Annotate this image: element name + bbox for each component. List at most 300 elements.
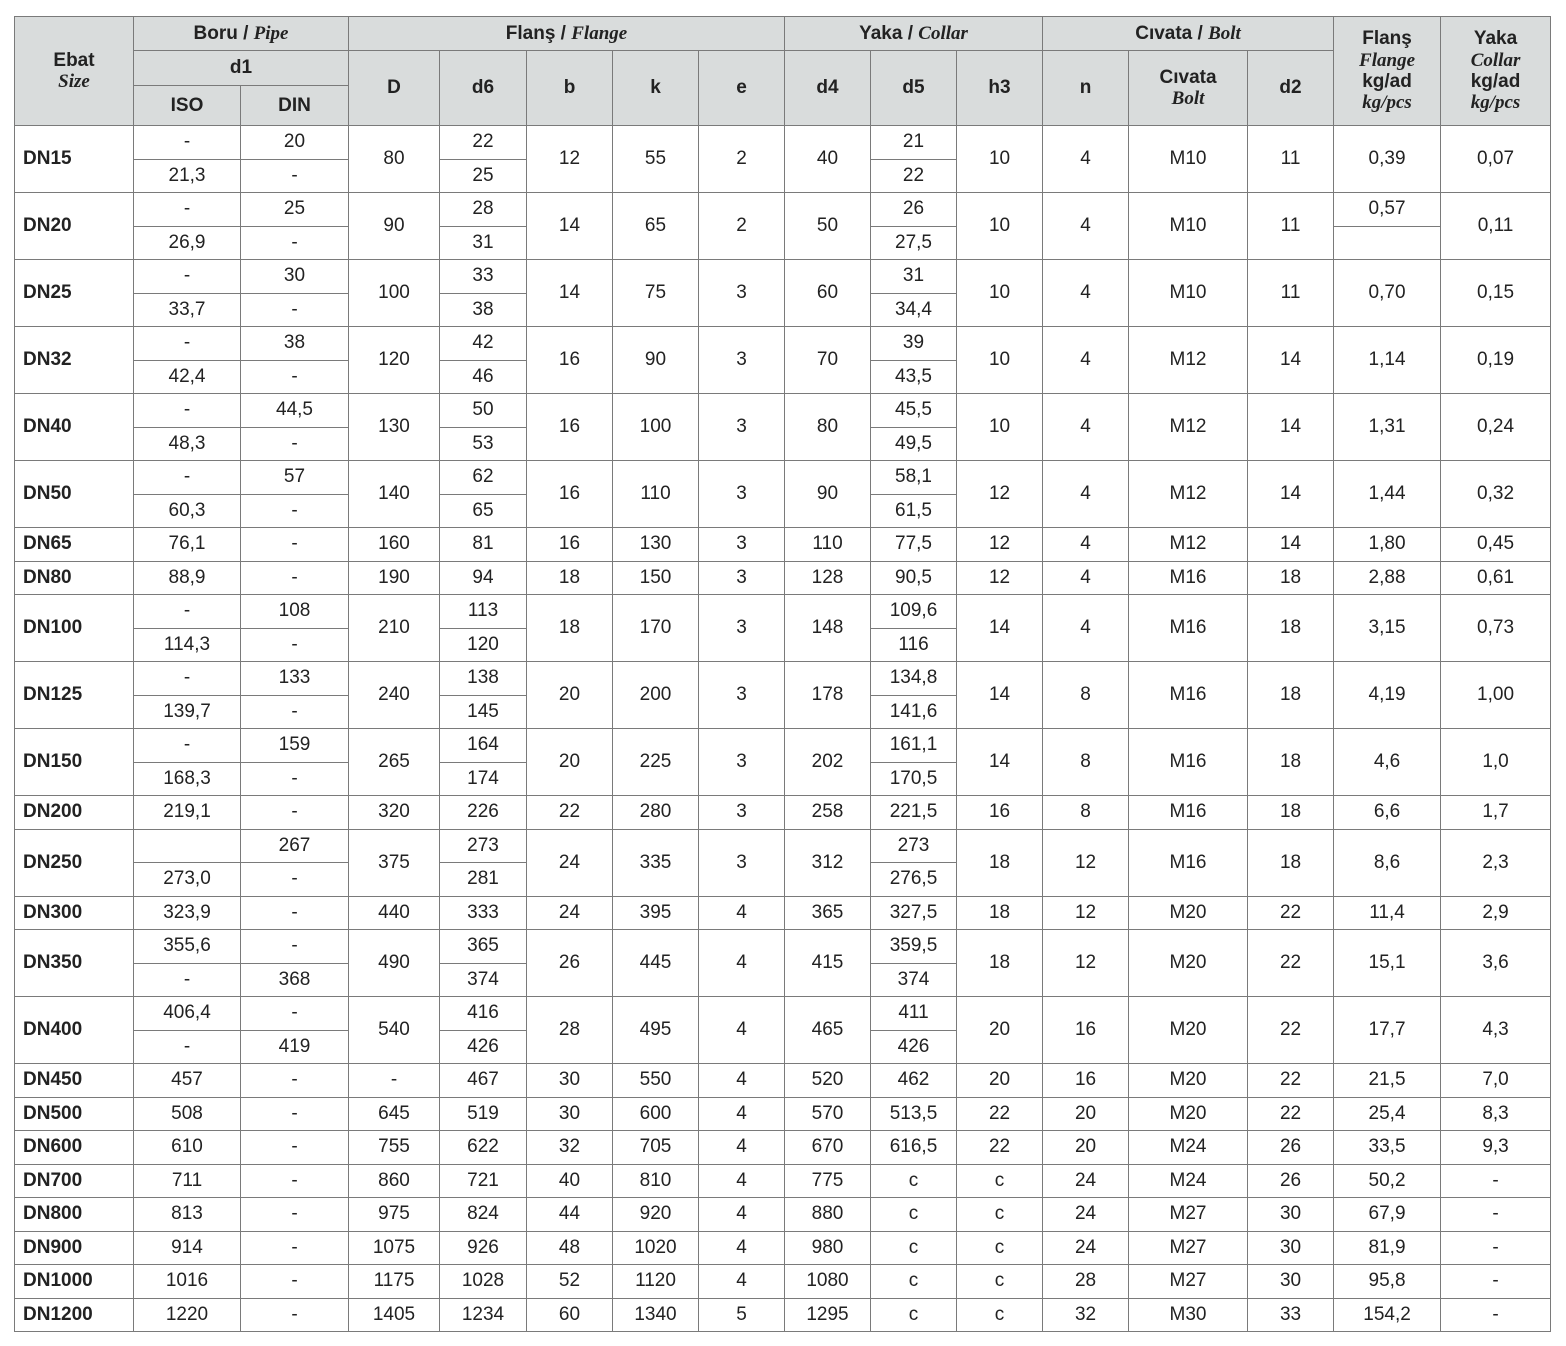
cell-din: - [241, 1231, 349, 1265]
cell-d4: 980 [785, 1231, 871, 1265]
table-row [15, 193, 1551, 227]
cell-wf: 1,31 [1334, 394, 1441, 461]
cell-size: DN65 [15, 528, 134, 562]
cell-din: - [241, 1064, 349, 1098]
col-header-d5: d5 [871, 51, 957, 126]
cell-d: 320 [349, 796, 440, 830]
flange-header-title: Flanş / [505, 22, 566, 44]
table-row [15, 729, 1551, 763]
cell-bolt: M16 [1129, 829, 1248, 896]
table-row [15, 997, 1551, 1031]
cell-wc: 2,3 [1441, 829, 1551, 896]
cell-d6: 81 [440, 528, 527, 562]
table-row [15, 1298, 1551, 1332]
cell-iso: - [134, 963, 241, 997]
cell-n: 12 [1043, 829, 1129, 896]
cell-din: - [241, 796, 349, 830]
cell-b: 20 [527, 662, 613, 729]
cell-bolt: M12 [1129, 327, 1248, 394]
cell-size: DN32 [15, 327, 134, 394]
cell-d5: 462 [871, 1064, 957, 1098]
collar-header-title: Yaka / [859, 22, 913, 44]
cell-wf: 11,4 [1334, 896, 1441, 930]
cell-d5: 77,5 [871, 528, 957, 562]
cell-size: DN800 [15, 1198, 134, 1232]
cell-d5: 39 [871, 327, 957, 361]
cell-bolt: M24 [1129, 1131, 1248, 1165]
cell-iso: 273,0 [134, 863, 241, 897]
cell-d2: 18 [1248, 796, 1334, 830]
cell-b: 26 [527, 930, 613, 997]
cell-e: 4 [699, 1131, 785, 1165]
cell-d4: 80 [785, 394, 871, 461]
cell-d4: 1295 [785, 1298, 871, 1332]
cell-e: 4 [699, 1231, 785, 1265]
cell-d5: 45,5 [871, 394, 957, 428]
cell-bolt: M16 [1129, 595, 1248, 662]
cell-iso: 21,3 [134, 159, 241, 193]
cell-size: DN700 [15, 1164, 134, 1198]
cell-d2: 22 [1248, 997, 1334, 1064]
cell-wf: 4,19 [1334, 662, 1441, 729]
cell-wc: - [1441, 1231, 1551, 1265]
cell-din: - [241, 494, 349, 528]
cell-e: 3 [699, 327, 785, 394]
cell-e: 3 [699, 729, 785, 796]
cell-din: 267 [241, 829, 349, 863]
cell-bolt: M20 [1129, 896, 1248, 930]
cell-d4: 880 [785, 1198, 871, 1232]
cell-k: 335 [613, 829, 699, 896]
cell-b: 52 [527, 1265, 613, 1299]
cell-d6: 164 [440, 729, 527, 763]
bolt-header [1043, 17, 1334, 51]
cell-b: 60 [527, 1298, 613, 1332]
cell-n: 12 [1043, 896, 1129, 930]
cell-bolt: M10 [1129, 193, 1248, 260]
collar-weight-header [1441, 17, 1551, 126]
table-row [15, 1131, 1551, 1165]
cell-d6: 50 [440, 394, 527, 428]
cell-n: 20 [1043, 1131, 1129, 1165]
cell-k: 1340 [613, 1298, 699, 1332]
cell-size: DN200 [15, 796, 134, 830]
cell-din: 25 [241, 193, 349, 227]
cell-d4: 50 [785, 193, 871, 260]
cell-d6: 926 [440, 1231, 527, 1265]
flange-weight-unit-sub: kg/pcs [1362, 92, 1412, 114]
cell-b: 22 [527, 796, 613, 830]
cell-d5: 170,5 [871, 762, 957, 796]
cell-h3: 20 [957, 1064, 1043, 1098]
cell-wf: 25,4 [1334, 1097, 1441, 1131]
cell-wc: 0,11 [1441, 193, 1551, 260]
cell-din: - [241, 427, 349, 461]
cell-wf: 0,57 [1334, 193, 1441, 227]
cell-d: 210 [349, 595, 440, 662]
cell-d6: 622 [440, 1131, 527, 1165]
cell-b: 16 [527, 327, 613, 394]
cell-bolt: M12 [1129, 528, 1248, 562]
table-row [15, 1265, 1551, 1299]
cell-d5: 34,4 [871, 293, 957, 327]
table-row [15, 528, 1551, 562]
cell-bolt: M27 [1129, 1231, 1248, 1265]
cell-d6: 33 [440, 260, 527, 294]
pipe-header [134, 17, 349, 51]
cell-h3: 10 [957, 260, 1043, 327]
cell-d5: 109,6 [871, 595, 957, 629]
cell-e: 3 [699, 461, 785, 528]
cell-h3: 20 [957, 997, 1043, 1064]
cell-h3: c [957, 1164, 1043, 1198]
cell-h3: 18 [957, 896, 1043, 930]
cell-k: 75 [613, 260, 699, 327]
cell-n: 12 [1043, 930, 1129, 997]
cell-wf: 1,14 [1334, 327, 1441, 394]
cell-b: 16 [527, 528, 613, 562]
cell-d4: 258 [785, 796, 871, 830]
cell-b: 30 [527, 1097, 613, 1131]
cell-d6: 53 [440, 427, 527, 461]
cell-din: 368 [241, 963, 349, 997]
cell-d5: 49,5 [871, 427, 957, 461]
cell-iso: 711 [134, 1164, 241, 1198]
cell-h3: 10 [957, 126, 1043, 193]
cell-k: 1020 [613, 1231, 699, 1265]
table-row [15, 662, 1551, 696]
cell-d: 490 [349, 930, 440, 997]
cell-d5: 22 [871, 159, 957, 193]
cell-d2: 18 [1248, 729, 1334, 796]
cell-din: 20 [241, 126, 349, 160]
cell-bolt: M27 [1129, 1265, 1248, 1299]
cell-d: 120 [349, 327, 440, 394]
cell-n: 24 [1043, 1198, 1129, 1232]
cell-h3: 22 [957, 1097, 1043, 1131]
table-row [15, 1164, 1551, 1198]
flange-header-sub: Flange [571, 22, 628, 44]
cell-n: 4 [1043, 260, 1129, 327]
cell-wc: 0,07 [1441, 126, 1551, 193]
cell-bolt: M20 [1129, 1064, 1248, 1098]
cell-d5: c [871, 1198, 957, 1232]
cell-iso: - [134, 126, 241, 160]
cell-e: 2 [699, 126, 785, 193]
cell-n: 24 [1043, 1231, 1129, 1265]
bolt-col-title: Cıvata [1159, 66, 1217, 88]
cell-iso: 610 [134, 1131, 241, 1165]
cell-iso: 88,9 [134, 561, 241, 595]
table-row [15, 561, 1551, 595]
table-row [15, 394, 1551, 428]
collar-header [785, 17, 1043, 51]
cell-h3: 10 [957, 193, 1043, 260]
cell-iso: 33,7 [134, 293, 241, 327]
cell-d2: 14 [1248, 461, 1334, 528]
cell-din: - [241, 997, 349, 1031]
cell-d6: 374 [440, 963, 527, 997]
col-header-din: DIN [241, 86, 349, 126]
cell-k: 150 [613, 561, 699, 595]
flange-weight-header [1334, 17, 1441, 126]
cell-d4: 60 [785, 260, 871, 327]
cell-d6: 1234 [440, 1298, 527, 1332]
col-header-D: D [349, 51, 440, 126]
cell-iso: 76,1 [134, 528, 241, 562]
cell-din: - [241, 1198, 349, 1232]
cell-wc: 7,0 [1441, 1064, 1551, 1098]
cell-d5: 276,5 [871, 863, 957, 897]
cell-d6: 145 [440, 695, 527, 729]
cell-bolt: M16 [1129, 729, 1248, 796]
cell-wf: 33,5 [1334, 1131, 1441, 1165]
cell-bolt: M12 [1129, 461, 1248, 528]
cell-k: 65 [613, 193, 699, 260]
cell-d5: 116 [871, 628, 957, 662]
cell-wf: 154,2 [1334, 1298, 1441, 1332]
bolt-col-sub: Bolt [1171, 88, 1205, 109]
cell-d5: 426 [871, 1030, 957, 1064]
cell-b: 20 [527, 729, 613, 796]
cell-din: 30 [241, 260, 349, 294]
cell-h3: 22 [957, 1131, 1043, 1165]
cell-k: 225 [613, 729, 699, 796]
cell-k: 130 [613, 528, 699, 562]
cell-d6: 31 [440, 226, 527, 260]
cell-d6: 519 [440, 1097, 527, 1131]
cell-h3: 14 [957, 729, 1043, 796]
cell-n: 4 [1043, 561, 1129, 595]
cell-iso: 457 [134, 1064, 241, 1098]
size-header [15, 17, 134, 126]
cell-din: - [241, 628, 349, 662]
cell-d4: 110 [785, 528, 871, 562]
table-row [15, 896, 1551, 930]
cell-din: 38 [241, 327, 349, 361]
table-row [15, 327, 1551, 361]
cell-d4: 775 [785, 1164, 871, 1198]
cell-wc: 0,73 [1441, 595, 1551, 662]
cell-d: 130 [349, 394, 440, 461]
cell-iso: 406,4 [134, 997, 241, 1031]
cell-d2: 30 [1248, 1198, 1334, 1232]
cell-d5: 43,5 [871, 360, 957, 394]
cell-b: 14 [527, 193, 613, 260]
cell-d5: 21 [871, 126, 957, 160]
pipe-header-title: Boru / [193, 22, 249, 44]
cell-iso: 355,6 [134, 930, 241, 964]
cell-d: 80 [349, 126, 440, 193]
cell-d: 860 [349, 1164, 440, 1198]
cell-b: 24 [527, 829, 613, 896]
cell-d6: 365 [440, 930, 527, 964]
col-header-h3: h3 [957, 51, 1043, 126]
cell-iso: - [134, 193, 241, 227]
cell-bolt: M10 [1129, 260, 1248, 327]
d1-header: d1 [134, 51, 349, 86]
cell-e: 4 [699, 1265, 785, 1299]
cell-din: 108 [241, 595, 349, 629]
cell-din: - [241, 1298, 349, 1332]
cell-d: 440 [349, 896, 440, 930]
cell-n: 8 [1043, 729, 1129, 796]
cell-wf: 2,88 [1334, 561, 1441, 595]
table-row [15, 260, 1551, 294]
cell-d6: 824 [440, 1198, 527, 1232]
table-row [15, 461, 1551, 495]
cell-n: 8 [1043, 662, 1129, 729]
table-row [15, 126, 1551, 160]
cell-d2: 33 [1248, 1298, 1334, 1332]
flange-weight-sub: Flange [1359, 49, 1415, 71]
cell-d6: 281 [440, 863, 527, 897]
cell-wf: 6,6 [1334, 796, 1441, 830]
cell-d6: 138 [440, 662, 527, 696]
cell-k: 705 [613, 1131, 699, 1165]
cell-d2: 22 [1248, 1064, 1334, 1098]
cell-e: 4 [699, 1198, 785, 1232]
cell-bolt: M27 [1129, 1198, 1248, 1232]
cell-din: - [241, 226, 349, 260]
cell-n: 4 [1043, 394, 1129, 461]
bolt-header-title: Cıvata / [1135, 22, 1203, 44]
cell-din: 57 [241, 461, 349, 495]
cell-b: 12 [527, 126, 613, 193]
cell-e: 4 [699, 1064, 785, 1098]
cell-d6: 721 [440, 1164, 527, 1198]
cell-din: - [241, 360, 349, 394]
cell-h3: 12 [957, 528, 1043, 562]
cell-d6: 426 [440, 1030, 527, 1064]
cell-d: 755 [349, 1131, 440, 1165]
cell-d2: 22 [1248, 930, 1334, 997]
flange-spec-table [14, 16, 1551, 1332]
cell-d2: 14 [1248, 327, 1334, 394]
cell-h3: 10 [957, 327, 1043, 394]
cell-d: - [349, 1064, 440, 1098]
cell-iso: - [134, 394, 241, 428]
cell-din: 44,5 [241, 394, 349, 428]
cell-h3: c [957, 1265, 1043, 1299]
cell-e: 3 [699, 528, 785, 562]
flange-weight-unit: kg/ad [1362, 71, 1412, 92]
cell-bolt: M30 [1129, 1298, 1248, 1332]
cell-d4: 520 [785, 1064, 871, 1098]
cell-iso: - [134, 595, 241, 629]
size-header-title: Ebat [53, 49, 95, 71]
cell-bolt: M16 [1129, 561, 1248, 595]
cell-d6: 226 [440, 796, 527, 830]
cell-d: 240 [349, 662, 440, 729]
cell-d6: 65 [440, 494, 527, 528]
cell-bolt: M12 [1129, 394, 1248, 461]
cell-bolt: M16 [1129, 796, 1248, 830]
cell-wc: 0,19 [1441, 327, 1551, 394]
cell-d6: 273 [440, 829, 527, 863]
cell-n: 4 [1043, 126, 1129, 193]
cell-din: - [241, 1265, 349, 1299]
cell-size: DN1200 [15, 1298, 134, 1332]
cell-d4: 202 [785, 729, 871, 796]
cell-d6: 42 [440, 327, 527, 361]
cell-e: 5 [699, 1298, 785, 1332]
cell-d: 540 [349, 997, 440, 1064]
cell-size: DN1000 [15, 1265, 134, 1299]
cell-din: - [241, 293, 349, 327]
cell-n: 20 [1043, 1097, 1129, 1131]
cell-d6: 25 [440, 159, 527, 193]
cell-b: 18 [527, 561, 613, 595]
cell-d2: 14 [1248, 394, 1334, 461]
cell-wc: 0,45 [1441, 528, 1551, 562]
cell-k: 920 [613, 1198, 699, 1232]
cell-h3: 18 [957, 930, 1043, 997]
cell-wf: 8,6 [1334, 829, 1441, 896]
cell-bolt: M10 [1129, 126, 1248, 193]
cell-k: 600 [613, 1097, 699, 1131]
cell-d5: 61,5 [871, 494, 957, 528]
cell-d4: 128 [785, 561, 871, 595]
cell-k: 810 [613, 1164, 699, 1198]
cell-d6: 1028 [440, 1265, 527, 1299]
cell-d: 1405 [349, 1298, 440, 1332]
cell-n: 28 [1043, 1265, 1129, 1299]
cell-h3: 12 [957, 461, 1043, 528]
cell-d2: 30 [1248, 1265, 1334, 1299]
cell-din: - [241, 159, 349, 193]
cell-d5: 26 [871, 193, 957, 227]
cell-wf: 95,8 [1334, 1265, 1441, 1299]
cell-k: 110 [613, 461, 699, 528]
cell-bolt: M20 [1129, 1097, 1248, 1131]
cell-b: 28 [527, 997, 613, 1064]
cell-d5: 161,1 [871, 729, 957, 763]
cell-iso: 114,3 [134, 628, 241, 662]
cell-b: 16 [527, 461, 613, 528]
col-header-iso: ISO [134, 86, 241, 126]
cell-k: 100 [613, 394, 699, 461]
cell-d: 975 [349, 1198, 440, 1232]
cell-wf: 3,15 [1334, 595, 1441, 662]
cell-iso: - [134, 729, 241, 763]
cell-d5: 374 [871, 963, 957, 997]
cell-wf: 0,70 [1334, 260, 1441, 327]
cell-n: 4 [1043, 528, 1129, 562]
cell-d5: 31 [871, 260, 957, 294]
cell-d6: 94 [440, 561, 527, 595]
cell-iso: 48,3 [134, 427, 241, 461]
cell-n: 4 [1043, 327, 1129, 394]
cell-size: DN100 [15, 595, 134, 662]
cell-k: 550 [613, 1064, 699, 1098]
cell-d2: 18 [1248, 662, 1334, 729]
cell-din: - [241, 528, 349, 562]
cell-d2: 11 [1248, 126, 1334, 193]
cell-d2: 22 [1248, 896, 1334, 930]
cell-iso [134, 829, 241, 863]
cell-n: 4 [1043, 461, 1129, 528]
cell-k: 1120 [613, 1265, 699, 1299]
cell-d5: 359,5 [871, 930, 957, 964]
cell-bolt: M20 [1129, 997, 1248, 1064]
cell-d2: 11 [1248, 193, 1334, 260]
cell-b: 44 [527, 1198, 613, 1232]
cell-n: 24 [1043, 1164, 1129, 1198]
cell-wc: - [1441, 1298, 1551, 1332]
cell-iso: 219,1 [134, 796, 241, 830]
cell-e: 3 [699, 595, 785, 662]
